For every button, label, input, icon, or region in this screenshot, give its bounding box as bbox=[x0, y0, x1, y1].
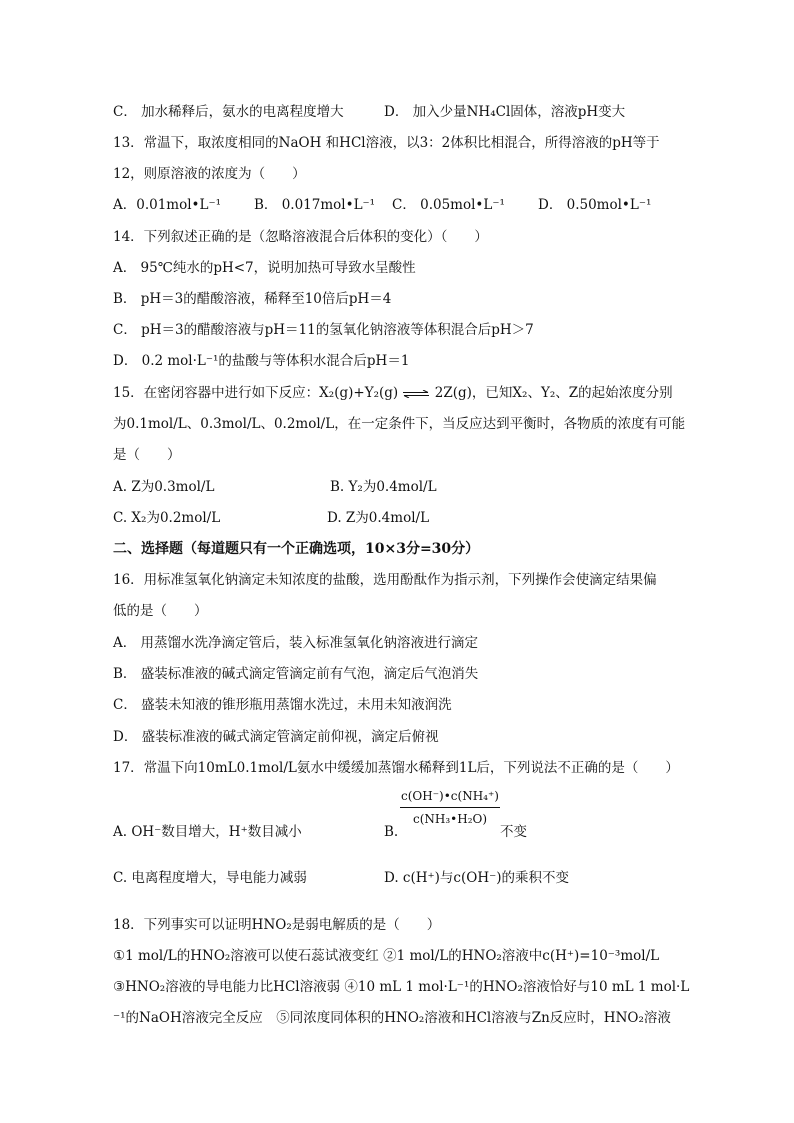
q18-fact-line2: ③HNO₂溶液的导电能力比HCl溶液弱 ④10 mL 1 mol·L⁻¹的HNO₂溶液恰好与10 mL 1 mol·L bbox=[113, 979, 690, 995]
q15-stem-line3: 是（ ） bbox=[113, 447, 181, 463]
q18-fact-line3: ⁻¹的NaOH溶液完全反应 ⑤同浓度同体积的HNO₂溶液和HCl溶液与Zn反应时，HNO₂溶液 bbox=[113, 1010, 671, 1026]
q15-stem-line2: 为0.1mol/L、0.3mol/L、0.2mol/L，在一定条件下，当反应达到平衡时，各物质的浓度有可能 bbox=[113, 416, 686, 432]
q13-option-b: B． 0.017mol•L⁻¹ bbox=[254, 197, 376, 213]
q13-stem-line1: 13．常温下，取浓度相同的NaOH 和HCl溶液，以3：2体积比相混合，所得溶液的pH等于 bbox=[113, 135, 660, 151]
q15-option-c: C. X₂为0.2mol/L bbox=[113, 510, 221, 526]
q18-stem: 18．下列事实可以证明HNO₂是弱电解质的是（ ） bbox=[113, 917, 441, 933]
q13-stem-line2: 12，则原溶液的浓度为（ ） bbox=[113, 166, 306, 182]
q15-stem-post: 2Z(g)，已知X₂、Y₂、Z的起始浓度分别 bbox=[434, 385, 673, 401]
q17-stem: 17．常温下向10mL0.1mol/L氨水中缓缓加蒸馏水稀释到1L后，下列说法不正确的是（ ） bbox=[113, 760, 679, 776]
fraction-bar bbox=[400, 807, 500, 808]
q16-stem-line1: 16．用标准氢氧化钠滴定未知浓度的盐酸，选用酚酞作为指示剂，下列操作会使滴定结果偏 bbox=[113, 572, 657, 588]
q14-option-c: C． pH＝3的醋酸溶液与pH＝11的氢氧化钠溶液等体积混合后pH＞7 bbox=[113, 322, 534, 338]
q15-option-d: D. Z为0.4mol/L bbox=[327, 510, 430, 526]
q14-option-b: B． pH＝3的醋酸溶液，稀释至10倍后pH＝4 bbox=[113, 291, 392, 307]
q16-option-d: D． 盛装标准液的碱式滴定管滴定前仰视，滴定后俯视 bbox=[113, 729, 439, 745]
q14-option-a: A． 95℃纯水的pH<7，说明加热可导致水呈酸性 bbox=[113, 260, 416, 276]
q17-option-d: D. c(H⁺)与c(OH⁻)的乘积不变 bbox=[384, 870, 569, 886]
q16-option-b: B． 盛装标准液的碱式滴定管滴定前有气泡，滴定后气泡消失 bbox=[113, 666, 479, 682]
q17-fraction-numerator: c(OH⁻)•c(NH₄⁺) bbox=[401, 789, 499, 803]
q17-option-b-tail: 不变 bbox=[500, 824, 527, 840]
q13-option-c: C． 0.05mol•L⁻¹ bbox=[392, 197, 505, 213]
q15-stem-pre: 15．在密闭容器中进行如下反应：X₂(g)+Y₂(g) bbox=[113, 385, 399, 401]
q17-option-b-label: B. bbox=[384, 824, 399, 840]
q17-option-a: A. OH⁻数目增大，H⁺数目减小 bbox=[113, 824, 302, 840]
q13-option-d: D． 0.50mol•L⁻¹ bbox=[538, 197, 652, 213]
q17-fraction bbox=[400, 788, 500, 827]
q16-option-c: C． 盛装未知液的锥形瓶用蒸馏水洗过，未用未知液润洗 bbox=[113, 697, 452, 713]
q17-fraction-denominator: c(NH₃•H₂O) bbox=[412, 812, 488, 826]
equilibrium-arrow-icon bbox=[402, 390, 430, 398]
q17-option-c: C. 电离程度增大，导电能力减弱 bbox=[113, 870, 307, 886]
q16-option-a: A． 用蒸馏水洗净滴定管后，装入标准氢氧化钠溶液进行滴定 bbox=[113, 635, 479, 651]
q16-stem-line2: 低的是（ ） bbox=[113, 603, 208, 619]
q15-option-a: A. Z为0.3mol/L bbox=[113, 479, 215, 495]
q14-option-d: D． 0.2 mol·L⁻¹的盐酸与等体积水混合后pH＝1 bbox=[113, 353, 410, 369]
q15-option-b: B. Y₂为0.4mol/L bbox=[330, 479, 437, 495]
q18-fact-line1: ①1 mol/L的HNO₂溶液可以使石蕊试液变红 ②1 mol/L的HNO₂溶液中c(H⁺)=10⁻³mol/L bbox=[113, 948, 660, 964]
q14-stem: 14．下列叙述正确的是（忽略溶液混合后体积的变化）（ ） bbox=[113, 229, 488, 245]
q13-option-a: A．0.01mol•L⁻¹ bbox=[113, 197, 222, 213]
q12-option-c: C． 加水稀释后，氨水的电离程度增大 bbox=[113, 104, 344, 120]
q15-stem-line1 bbox=[113, 384, 673, 402]
q12-option-d: D． 加入少量NH₄Cl固体，溶液pH变大 bbox=[384, 104, 626, 120]
section-heading: 二、选择题（每道题只有一个正确选项，10×3分=30分） bbox=[113, 541, 480, 557]
